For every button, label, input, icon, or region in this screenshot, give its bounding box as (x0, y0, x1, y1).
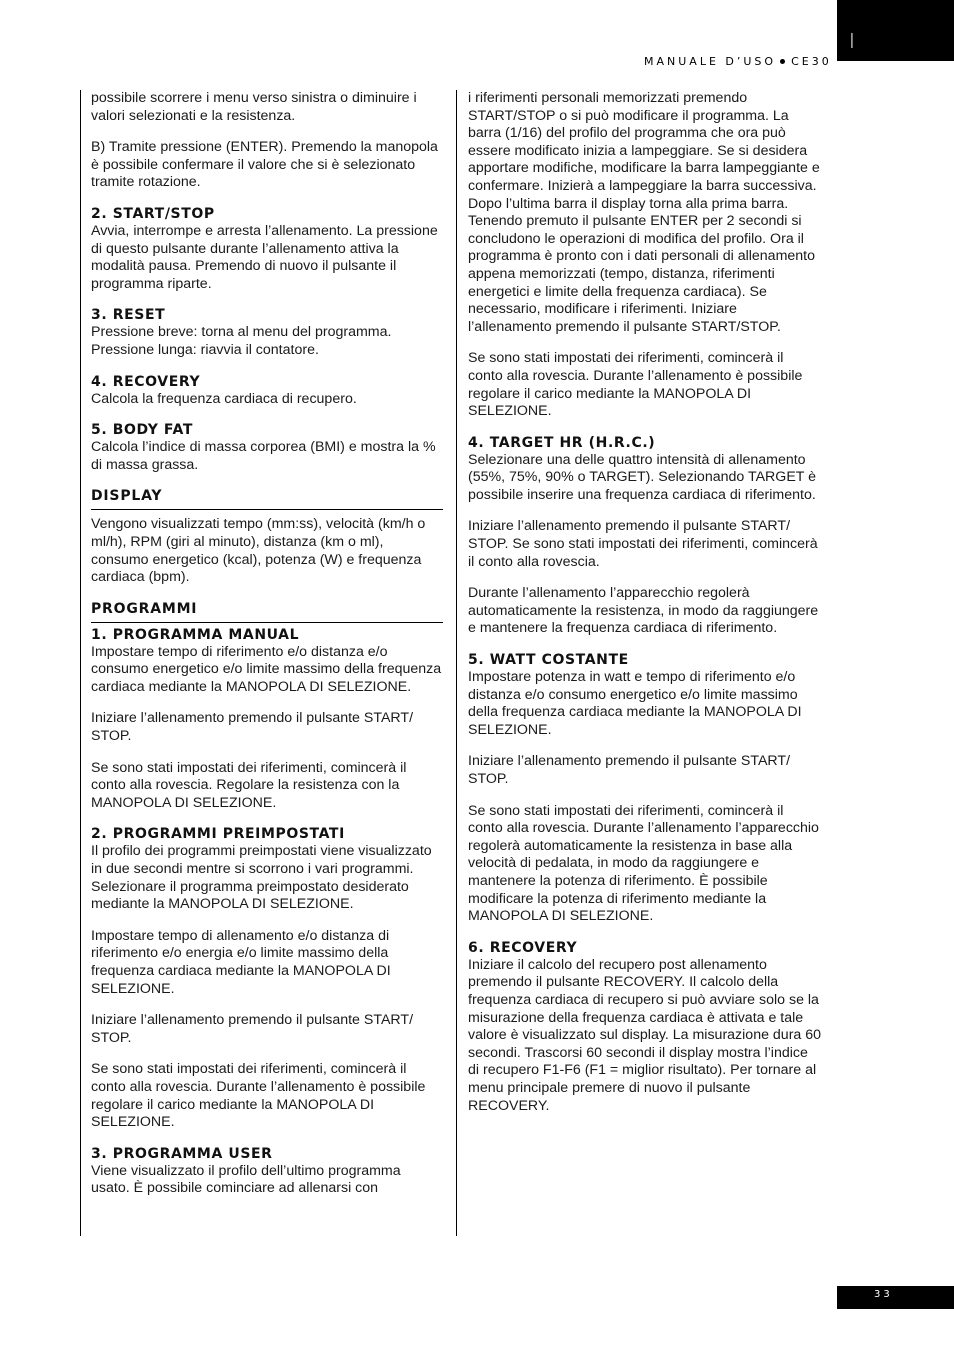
preimpostati-paragraph: Il profilo dei programmi preimpostati viene visualizzato in due secondi mentre si scorrono i vari programmi. Selezionare il programma preimpostato desiderato mediante la MANOPOLA DI SELEZIONE. (91, 843, 432, 913)
running-header (644, 55, 832, 69)
left-column-rule (80, 90, 81, 1236)
start-stop-text: Avvia, interrompe e arresta l’allenamento. La pressione di questo pulsante durante l’allenamento attiva la modalità pausa. Premendo di nuovo il pulsante il programma riparte. (91, 222, 438, 292)
preimpostati-paragraph: Impostare tempo di allenamento e/o distanza di riferimento e/o energia e/o limite massimo della frequenza cardiaca mediante la MANOPOLA DI SELEZIONE. (91, 927, 391, 997)
right-column (468, 90, 822, 1115)
user-continued-paragraph: i riferimenti personali memorizzati premendo START/STOP o si può modificare il programma. La barra (1/16) del profilo del programma che ora può essere modificato inizia a lampeggiare. Se si desidera apportare modifiche, modificare la barra lampeggiante e confermare. Inizierà a lampeggiare la barra successiva. Dopo l’ultima barra il display torna alla prima barra. Tenendo premuto il pulsante ENTER per 2 secondi si concludono le operazioni di modifica del profilo. Ora il programma è pronto con i dati personali di allenamento appena memorizzati (tempo, distanza, riferimenti energetici e limite della frequenza cardiaca). Se necessario, modificare i riferimenti. Iniziare l’allenamento premendo il pulsante START/STOP. (468, 90, 820, 335)
recovery-program-paragraph: Iniziare il calcolo del recupero post allenamento premendo il pulsante RECOVERY. Il calcolo della frequenza cardiaca di recupero si può avviare solo se la misurazione della frequenza cardiaca è attivata e tale valore è visualizzato sul display. La misurazione dura 60 secondi. Trascorsi 60 secondi il display mostra l’indice di recupero F1-F6 (F1 = miglior risultato). Per tornare al menu principale premere di nuovo il pulsante RECOVERY. (468, 956, 822, 1114)
watt-paragraph: Iniziare l’allenamento premendo il pulsante START/ STOP. (468, 753, 791, 787)
intro-paragraph: possibile scorrere i menu verso sinistra o diminuire i valori selezionati e la resistenza. (91, 90, 417, 124)
programmi-heading: PROGRAMMI (91, 601, 443, 623)
display-text: Vengono visualizzati tempo (mm:ss), velocità (km/h o ml/h), RPM (giri al minuto), distanza (km o ml), consumo energetico (kcal), potenza (W) e frequenza cardiaca (bpm). (91, 516, 426, 586)
target-hr-heading: 4. TARGET HR (H.R.C.) (468, 434, 656, 451)
manual-paragraph: Impostare tempo di riferimento e/o distanza e/o consumo energetico e/o limite massimo della frequenza cardiaca mediante la MANOPOLA DI SELEZIONE. (91, 643, 442, 695)
user-continued-paragraph: Se sono stati impostati dei riferimenti, comincerà il conto alla rovescia. Durante l’allenamento è possibile regolare il carico mediante la MANOPOLA DI SELEZIONE. (468, 350, 803, 420)
target-hr-paragraph: Iniziare l’allenamento premendo il pulsante START/ STOP. Se sono stati impostati dei riferimenti, comincerà il conto alla rovescia. (468, 518, 818, 570)
bullet-dot-icon (780, 59, 785, 64)
page-number-tab (837, 1286, 954, 1309)
reset-text: Pressione breve: torna al menu del programma. Pressione lunga: riavvia il contatore. (91, 324, 392, 358)
body-fat-text: Calcola l’indice di massa corporea (BMI) e mostra la % di massa grassa. (91, 439, 436, 473)
target-hr-paragraph: Durante l’allenamento l’apparecchio regolerà automaticamente la resistenza, in modo da raggiungere e mantenere la frequenza cardiaca di riferimento. (468, 585, 819, 637)
watt-paragraph: Se sono stati impostati dei riferimenti, comincerà il conto alla rovescia. Durante l’allenamento l’apparecchio regolerà automaticamente la resistenza in base alla velocità di pedalata, in modo da raggiungere e mantenere la potenza di riferimento. È possibile modificare la potenza di riferimento mediante la MANOPOLA DI SELEZIONE. (468, 802, 819, 925)
preimpostati-paragraph: Se sono stati impostati dei riferimenti, comincerà il conto alla rovescia. Durante l’allenamento è possibile regolare il carico mediante la MANOPOLA DI SELEZIONE. (91, 1061, 426, 1131)
middle-column-rule (456, 90, 457, 1236)
recovery-button-text: Calcola la frequenza cardiaca di recupero. (91, 390, 357, 407)
manual-paragraph: Iniziare l’allenamento premendo il pulsante START/ STOP. (91, 710, 414, 745)
start-stop-heading: 2. START/STOP (91, 205, 215, 222)
display-heading: DISPLAY (91, 488, 443, 510)
user-paragraph: Viene visualizzato il profilo dell’ultimo programma usato. È possibile cominciare ad allenarsi con (91, 1162, 401, 1197)
manual-label: MANUALE D’USO (644, 55, 777, 68)
preimpostati-paragraph: Iniziare l’allenamento premendo il pulsante START/ STOP. (91, 1012, 414, 1046)
language-tab-label: I (849, 29, 855, 53)
language-tab (837, 0, 954, 61)
enter-paragraph: B) Tramite pressione (ENTER). Premendo la manopola è possibile confermare il valore che si è selezionato tramite rotazione. (91, 139, 438, 191)
preimpostati-heading: 2. PROGRAMMI PREIMPOSTATI (91, 826, 345, 843)
recovery-program-heading: 6. RECOVERY (468, 939, 578, 956)
watt-heading: 5. WATT COSTANTE (468, 652, 629, 669)
model-label: CE30 (791, 55, 832, 68)
left-column (91, 90, 443, 1198)
target-hr-paragraph: Selezionare una delle quattro intensità di allenamento (55%, 75%, 90% o TARGET). Selezionando TARGET è possibile inserire una frequenza cardiaca di riferimento. (468, 451, 817, 503)
manual-heading: 1. PROGRAMMA MANUAL (91, 626, 300, 643)
page-number: 33 (874, 1289, 893, 1300)
watt-paragraph: Impostare potenza in watt e tempo di riferimento e/o distanza e/o consumo energetico e/o limite massimo della frequenza cardiaca mediante la MANOPOLA DI SELEZIONE. (468, 669, 802, 738)
recovery-button-heading: 4. RECOVERY (91, 373, 201, 390)
user-heading: 3. PROGRAMMA USER (91, 1145, 273, 1162)
manual-paragraph: Se sono stati impostati dei riferimenti, comincerà il conto alla rovescia. Regolare la resistenza con la MANOPOLA DI SELEZIONE. (91, 759, 407, 811)
reset-heading: 3. RESET (91, 307, 166, 324)
body-fat-heading: 5. BODY FAT (91, 422, 193, 439)
